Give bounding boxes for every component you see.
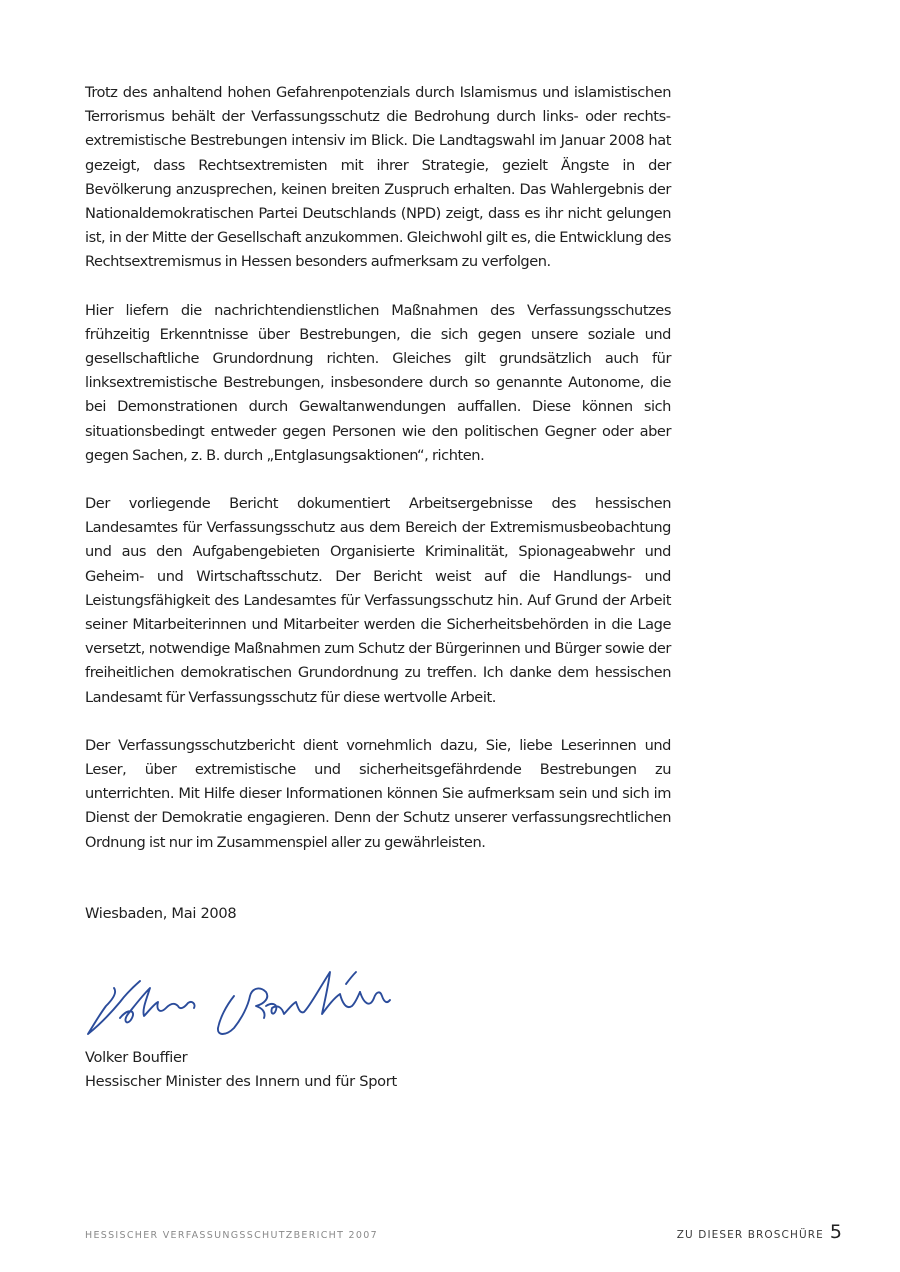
page-number: 5 <box>829 1221 842 1243</box>
place-date: Wiesbaden, Mai 2008 <box>85 905 237 922</box>
footer-section-info <box>677 1221 842 1243</box>
paragraph-2: Hier liefern die nachrichtendienstlichen Maßnahmen des Verfassungsschutzes frühzeitig Erkenntnisse über Bestrebungen, die sich gegen unsere soziale und gesellschaftliche Grundordnung richten. Gleiches gilt grundsätzlich auch für linksextremistische Bestrebungen, insbesondere durch so genannte Autonome, die bei Demonstrationen durch Gewaltanwendungen auffallen. Diese können sich situationsbedingt entweder gegen Personen wie den politischen Gegner oder aber gegen Sachen, z. B. durch „Entglasungsaktionen“, richten. <box>85 301 671 464</box>
main-text <box>85 81 671 879</box>
paragraph-1: Trotz des anhaltend hohen Gefahrenpotenzials durch Islamismus und islamistischen Terrorismus behält der Verfassungsschutz die Bedrohung durch links- oder rechtsextremistische Bestrebungen intensiv im Blick. Die Landtagswahl im Januar 2008 hat gezeigt, dass Rechtsextremisten mit ihrer Strategie, gezielt Ängste in der Bevölkerung anzusprechen, keinen breiten Zuspruch erhalten. Das Wahlergebnis der Nationaldemokratischen Partei Deutschlands (NPD) zeigt, dass es ihr nicht gelungen ist, in der Mitte der Gesellschaft anzukommen. Gleichwohl gilt es, die Entwicklung des Rechtsextremismus in Hessen besonders aufmerksam zu verfolgen. <box>85 84 671 271</box>
handwritten-signature <box>84 948 394 1042</box>
paragraph-3: Der vorliegende Bericht dokumentiert Arbeitsergebnisse des hessischen Landesamtes für Verfassungsschutz aus dem Bereich der Extremismusbeobachtung und aus den Aufgabengebieten Organisierte Kriminalität, Spionageabwehr und Geheim- und Wirtschaftsschutz. Der Bericht weist auf die Handlungs- und Leistungsfähigkeit des Landesamtes für Verfassungsschutz hin. Auf Grund der Arbeit seiner Mitarbeiterinnen und Mitarbeiter werden die Sicherheitsbehörden in die Lage versetzt, notwendige Maßnahmen zum Schutz der Bürgerinnen und Bürger sowie der freiheitlichen demokratischen Grundordnung zu treffen. Ich danke dem hessischen Landesamt für Verfassungsschutz für diese wertvolle Arbeit. <box>85 495 671 706</box>
signer-block <box>85 1046 397 1094</box>
paragraph-4: Der Verfassungsschutzbericht dient vornehmlich dazu, Sie, liebe Leserinnen und Leser, über extremistische und sicherheitsgefährdende Bestrebungen zu unterrichten. Mit Hilfe dieser Informationen können Sie aufmerksam sein und sich im Dienst der Demokratie engagieren. Denn der Schutz unserer verfassungsrechtlichen Ordnung ist nur im Zusammenspiel aller zu gewährleisten. <box>85 736 671 851</box>
signer-name: Volker Bouffier <box>85 1049 188 1066</box>
signer-title: Hessischer Minister des Innern und für Sport <box>85 1073 397 1090</box>
footer-section-title: ZU DIESER BROSCHÜRE <box>676 1229 824 1241</box>
footer-publication-title: HESSISCHER VERFASSUNGSSCHUTZBERICHT 2007 <box>85 1230 378 1241</box>
